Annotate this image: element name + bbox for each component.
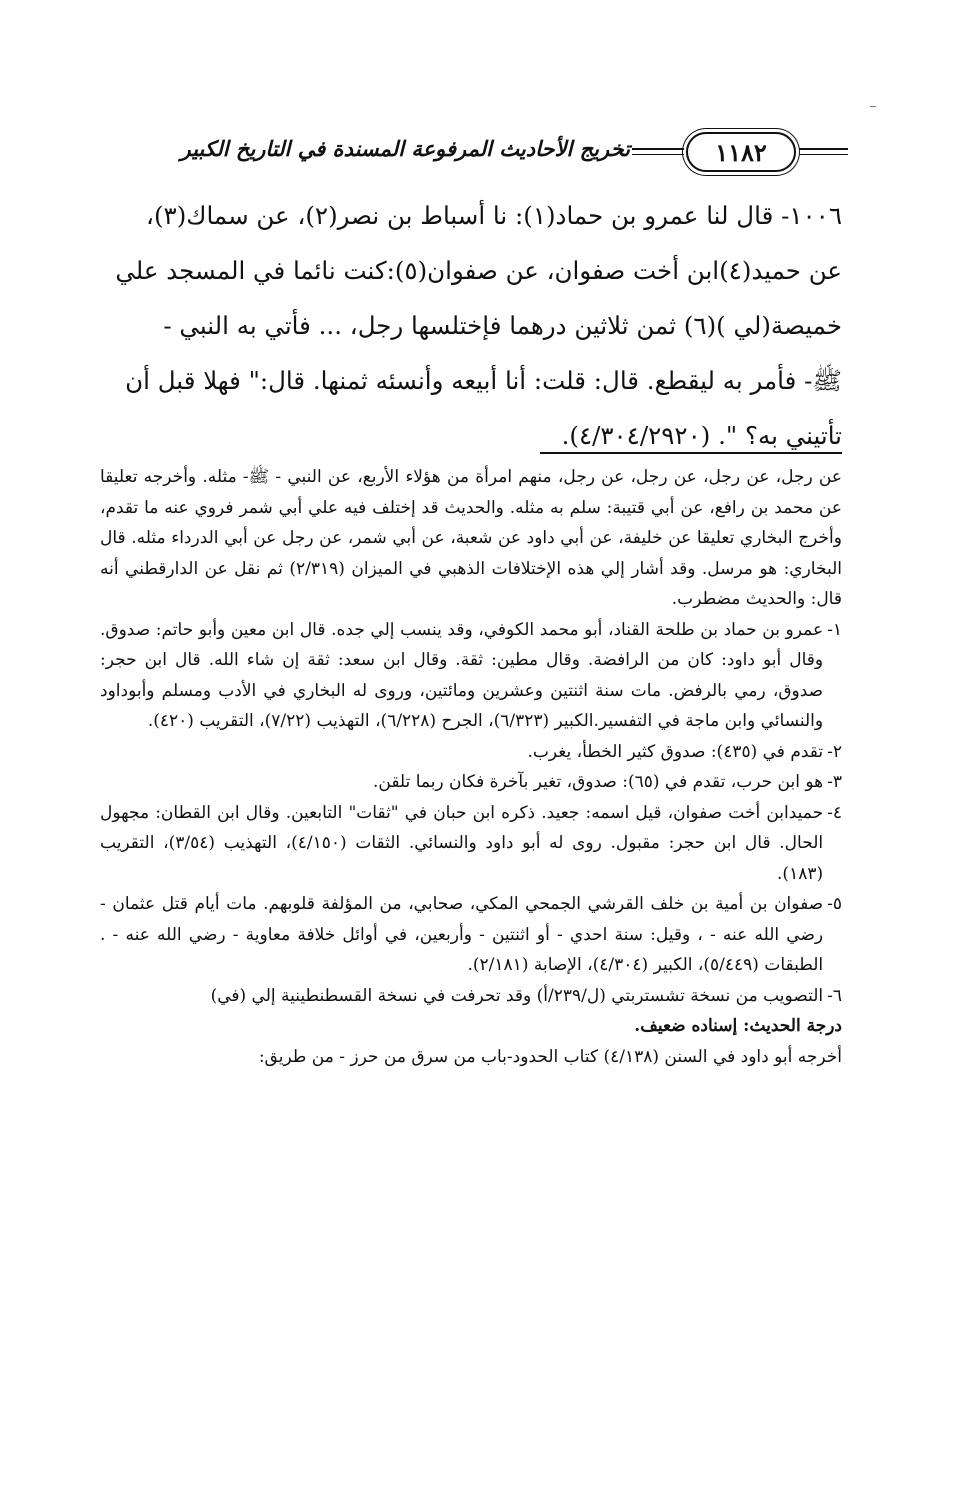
- footnote-1: [100, 615, 842, 737]
- footnote-number: ١-: [827, 619, 842, 640]
- page-header: [100, 128, 848, 180]
- footnote-number: ٣-: [827, 772, 842, 792]
- header-rule-right: [796, 148, 848, 155]
- footnote-6: [100, 981, 842, 1012]
- footnote-text: هو ابن حرب، تقدم في (٦٥): صدوق، تغير بآخرة فكان ربما تلقن.: [372, 772, 824, 792]
- footnote-text: صفوان بن أمية بن خلف القرشي الجمحي المكي، صحابي، من المؤلفة قلوبهم. مات أيام قتل عثمان - رضي الله عنه - ، وقيل: سنة احدي - أو اثنتين - وأربعين، في أوائل خلافة معاوية - رضي الله عنه - . الطبقات (٥/٤٤٩)، الكبير (٤/٣٠٤)، الإصابة (٢/١٨١).: [100, 894, 824, 975]
- footnote-number: ٦-: [827, 985, 842, 1006]
- footnote-number: ٢-: [827, 741, 842, 762]
- footnote-5: [100, 889, 842, 981]
- running-title: تخريج الأحاديث المرفوعة المسندة في التاريخ الكبير: [180, 136, 630, 161]
- footnote-divider: [540, 452, 842, 454]
- footnote-continuation: عن رجل، عن رجل، عن رجل، عن رجل، منهم امرأة من هؤلاء الأربع، عن النبي - ﷺ- مثله. وأخرجه تعليقا عن محمد بن رافع، عن أبي قتيبة: سلم به مثله. والحديث قد إختلف فيه علي أبي شمر فروي عنه ما تقدم، وأخرج البخاري تعليقا عن خليفة، عن أبي داود عن شعبة، عن أبي شمر، عن رجل عن أبي الدرداء مثله. قال البخاري: هو مرسل. وقد أشار إلي هذه الإختلافات الذهبي في الميزان (٢/٣١٩) ثم نقل عن الدارقطني أنه قال: والحديث مضطرب.: [100, 467, 842, 609]
- footnote-text: التصويب من نسخة تشستربتي (ل/٢٣٩/أ) وقد تحرفت في نسخة القسطنطينية إلي (في): [210, 985, 824, 1006]
- footnote-text: تقدم في (٤٣٥): صدوق كثير الخطأ، يغرب.: [527, 741, 824, 762]
- hadith-line-4: ﷺ- فأمر به ليقطع. قال: قلت: أنا أبيعه وأنسئه ثمنها. قال:" فهلا قبل أن: [125, 366, 842, 395]
- page-number-badge: [686, 132, 796, 172]
- scan-mark: [870, 106, 876, 107]
- hadith-grade: درجة الحديث: إسناده ضعيف.: [634, 1016, 842, 1036]
- footnote-number: ٤-: [827, 802, 842, 823]
- hadith-line-5: تأتيني به؟ ". (٤/٣٠٤/٢٩٢٠).: [561, 421, 842, 450]
- footnote-2: [100, 737, 842, 768]
- footnote-text: حميدابن أخت صفوان، قيل اسمه: جعيد. ذكره ابن حبان في "ثقات" التابعين. وقال ابن القطان: مجهول الحال. قال ابن حجر: مقبول. روى له أبو داود والنسائي. الثقات (٤/١٥٠)، التهذيب (٣/٥٤)، التقريب (١٨٣).: [100, 802, 824, 884]
- page-number: ١١٨٢: [715, 137, 767, 167]
- footnote-4: [100, 798, 842, 890]
- takhrij-line: أخرجه أبو داود في السنن (٤/١٣٨) كتاب الحدود-باب من سرق من حرز - من طريق:: [258, 1046, 842, 1067]
- hadith-text: [100, 188, 842, 463]
- header-rule-mid: [632, 148, 684, 155]
- hadith-line-3: خميصة(لي )(٦) ثمن ثلاثين درهما فإختلسها رجل، ... فأتي به النبي -: [163, 311, 842, 340]
- footnotes: [100, 462, 842, 1072]
- footnote-text: عمرو بن حماد بن طلحة القناد، أبو محمد الكوفي، وقد ينسب إلي جده. قال ابن معين وأبو حاتم: صدوق. وقال أبو داود: كان من الرافضة. وقال مطين: ثقة. وقال ابن سعد: ثقة إن شاء الله. قال ابن حجر: صدوق، رمي بالرفض. مات سنة اثنتين وعشرين ومائتين، وروى له البخاري في الأدب ومسلم وأبوداود والنسائي وابن ماجة في التفسير.الكبير (٦/٣٢٣)، الجرح (٦/٢٢٨)، التهذيب (٧/٢٢)، التقريب (٤٢٠).: [100, 619, 824, 731]
- footnote-3: [100, 767, 842, 798]
- footnote-number: ٥-: [827, 894, 842, 914]
- hadith-line-1: ١٠٠٦- قال لنا عمرو بن حماد(١): نا أسباط بن نصر(٢)، عن سماك(٣)،: [146, 201, 842, 230]
- hadith-line-2: عن حميد(٤)ابن أخت صفوان، عن صفوان(٥):كنت نائما في المسجد علي: [115, 256, 842, 285]
